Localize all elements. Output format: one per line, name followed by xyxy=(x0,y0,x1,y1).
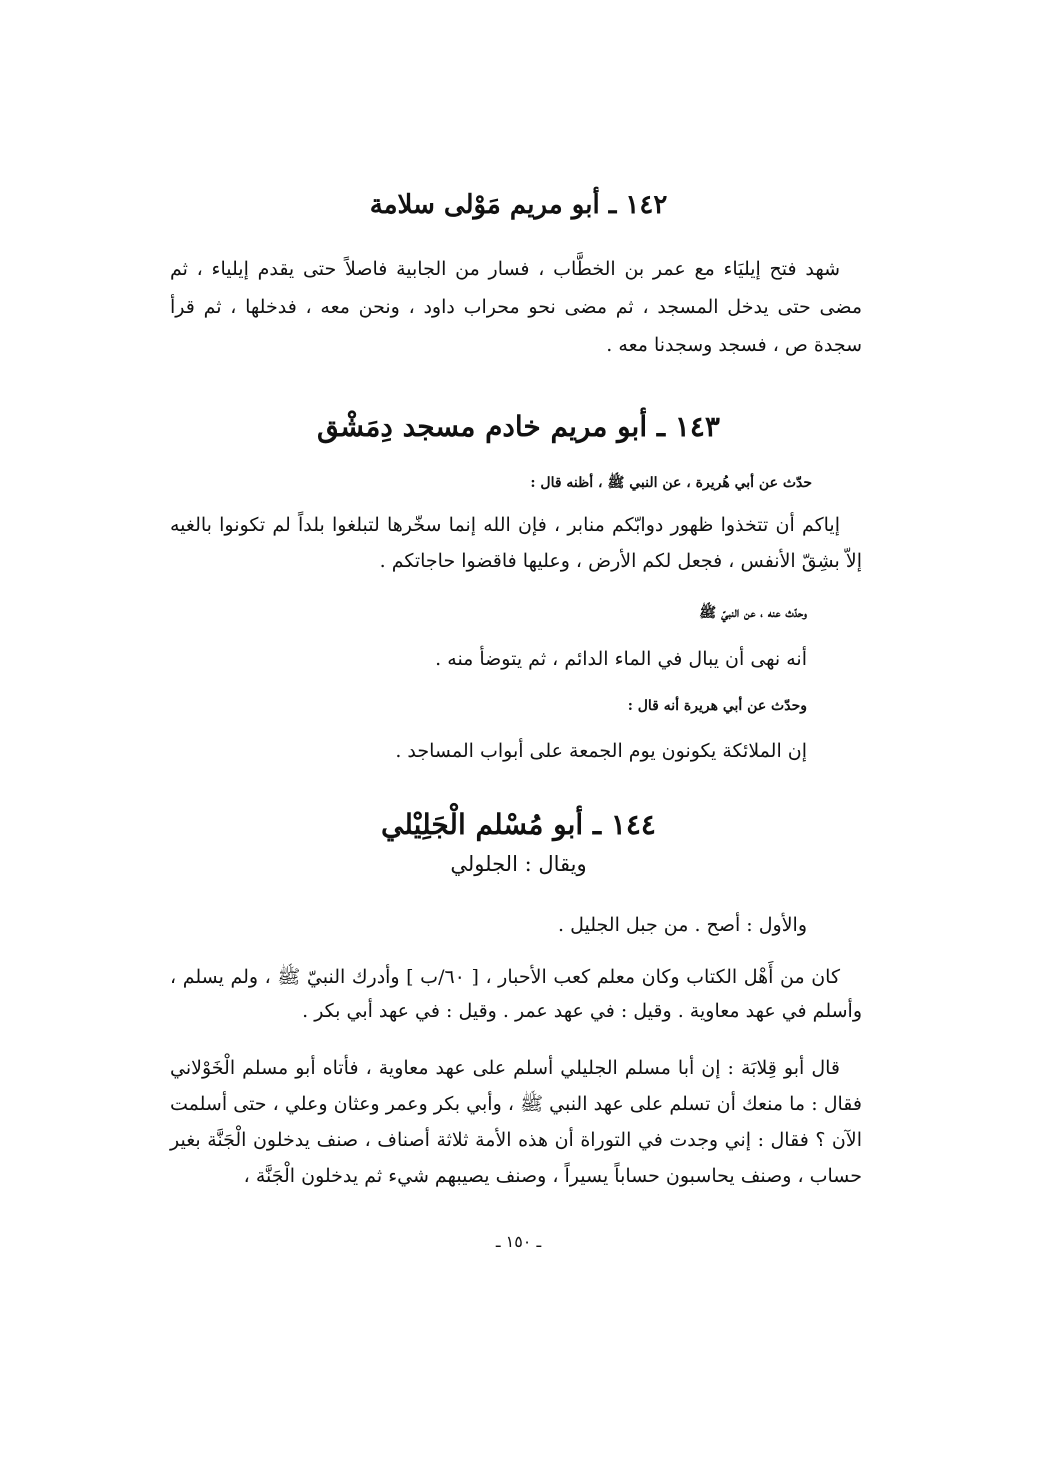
section-142-paragraph xyxy=(170,250,862,364)
section-143-hadith-1-text: إياكم أن تتخذوا ظهور دوابّكم منابر ، فإن الله إنما سخّرها لتبلغوا بلداً لم تكونوا بالغيه إلاّ بشِقّ الأنفس ، فجعل لكم الأرض ، وعليها فاقضوا حاجاتكم . xyxy=(170,514,862,572)
section-143-hadith-1 xyxy=(170,507,862,579)
section-144-paragraph-1: والأول : أصح . من جبل الجليل . xyxy=(558,914,807,936)
section-143-note-3: وحدّث عن أبي هريرة أنه قال : xyxy=(627,698,807,714)
section-144-subheading: ويقال : الجلولي xyxy=(450,852,587,876)
section-142-heading: ١٤٢ ـ أبو مريم مَوْلى سلامة xyxy=(369,190,668,220)
page-number: ـ ١٥٠ ـ xyxy=(495,1232,542,1251)
section-144-heading: ١٤٤ ـ أبو مُسْلم الْجَلِيْلي xyxy=(381,808,656,841)
section-143-heading: ١٤٣ ـ أبو مريم خادم مسجد دِمَشْق xyxy=(317,410,720,443)
section-143-note-1: حدّث عن أبي هُريرة ، عن النبي ﷺ ، أظنه قال : xyxy=(530,475,812,491)
section-143-hadith-3: إن الملائكة يكونون يوم الجمعة على أبواب المساجد . xyxy=(395,740,807,762)
section-144-paragraph-2 xyxy=(170,960,862,1028)
section-143-hadith-2: أنه نهى أن يبال في الماء الدائم ، ثم يتوضأ منه . xyxy=(435,648,807,670)
section-143-note-2: وحدّث عنه ، عن النبيّ ﷺ xyxy=(699,605,807,621)
section-142-text: شهد فتح إيليَاء مع عمر بن الخطَّاب ، فسار من الجابية فاصلاً حتى يقدم إيلياء ، ثم مضى حتى يدخل المسجد ، ثم مضى نحو محراب داود ، ونحن معه ، فدخلها ، ثم قرأ سجدة ص ، فسجد وسجدنا معه . xyxy=(170,258,862,356)
section-144-paragraph-2-text: كان من أَهْل الكتاب وكان معلم كعب الأحبار ، [ ٦٠/ب ] وأدرك النبيّ ﷺ ، ولم يسلم ، وأسلم في عهد معاوية . وقيل : في عهد عمر . وقيل : في عهد أبي بكر . xyxy=(170,966,862,1022)
section-144-paragraph-3-text: قال أبو قِلابَة : إن أبا مسلم الجليلي أسلم على عهد معاوية ، فأتاه أبو مسلم الْخَوْلاني فقال : ما منعك أن تسلم على عهد النبي ﷺ ، وأبي بكر وعمر وعثان وعلي ، حتى أسلمت الآن ؟ فقال : إني وجدت في التوراة أن هذه الأمة ثلاثة أصناف ، صنف يدخلون الْجَنَّة بغير حساب ، وصنف يحاسبون حساباً يسيراً ، وصنف يصيبهم شيء ثم يدخلون الْجَنَّة ، xyxy=(170,1057,862,1187)
section-144-paragraph-3 xyxy=(170,1050,862,1194)
